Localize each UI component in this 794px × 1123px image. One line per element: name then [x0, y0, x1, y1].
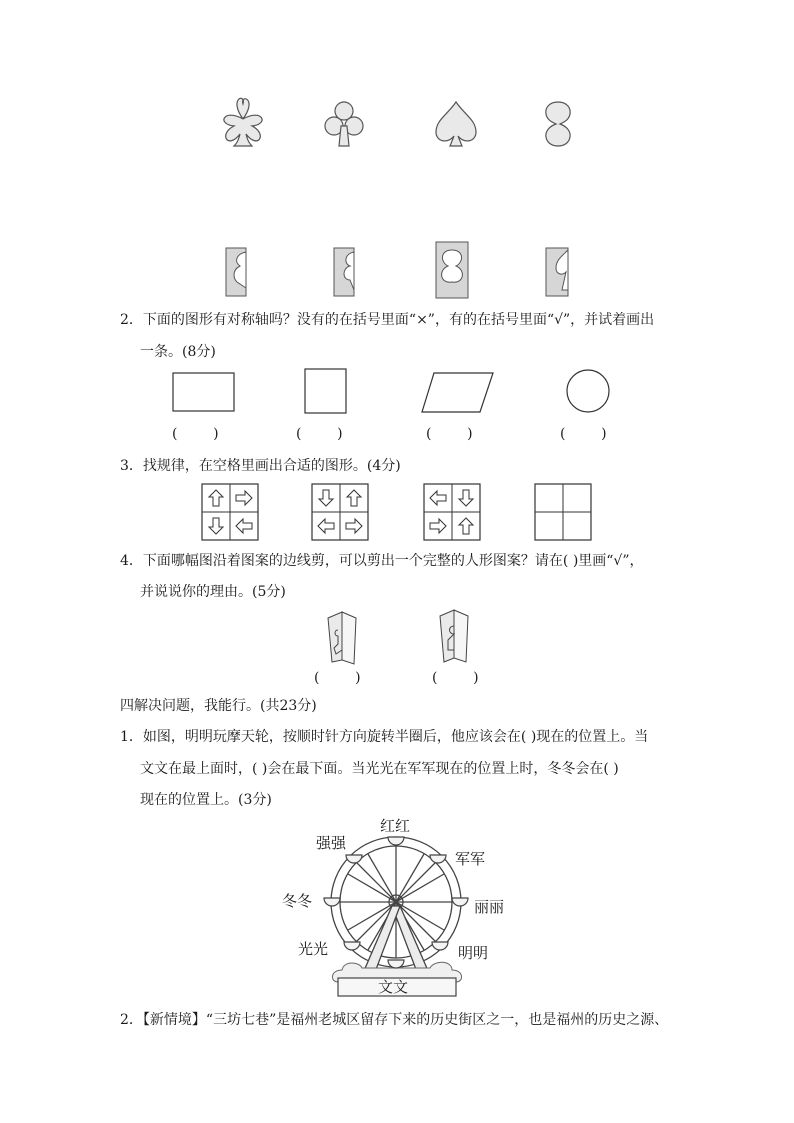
q4-answer-2[interactable]: ( ) — [432, 670, 479, 686]
top-figures — [0, 0, 794, 330]
label-wenwen: 文文 — [378, 978, 409, 996]
parallelogram-shape — [422, 373, 493, 412]
gondola-right — [452, 898, 468, 906]
p1-text-line3: 现在的位置上。(3分) — [140, 792, 272, 808]
half-spade-card — [546, 248, 568, 296]
circle-shape — [567, 370, 609, 412]
half-club-card — [334, 248, 354, 296]
q4-text-line1: 4．下面哪幅图沿着图案的边线剪，可以剪出一个完整的人形图案？请在( )里画“√”， — [120, 553, 644, 569]
half-trefoil-card — [226, 248, 246, 296]
half-trefoil-wide-card — [436, 242, 468, 298]
label-guangguang: 光光 — [298, 940, 329, 958]
gondola-top — [388, 837, 404, 845]
label-lili: 丽丽 — [474, 898, 505, 916]
label-junjun: 军军 — [455, 850, 486, 868]
folded-paper-1 — [328, 612, 356, 664]
q2-answer-3[interactable]: ( ) — [426, 426, 473, 442]
spade-shape — [436, 102, 476, 146]
empty-grid[interactable] — [535, 484, 591, 540]
square-shape — [305, 369, 346, 413]
gondola-top-left — [346, 855, 362, 863]
ferris-wheel — [0, 810, 794, 1000]
q2-answer-1[interactable]: ( ) — [172, 426, 219, 442]
p1-text-line2: 文文在最上面时，( )会在最下面。当光光在军军现在的位置上时，冬冬会在( ) — [140, 761, 619, 777]
q4-text-line2: 并说说你的理由。(5分) — [140, 584, 286, 600]
label-dongdong: 冬冬 — [282, 892, 313, 910]
section4-title: 四解决问题，我能行。(共23分) — [120, 698, 317, 714]
club-shape — [325, 102, 363, 146]
gondola-bottom-left — [344, 942, 360, 950]
q2-answer-4[interactable]: ( ) — [560, 426, 607, 442]
rectangle-shape — [173, 373, 234, 411]
folded-paper-2 — [440, 610, 468, 662]
q2-text-line2: 一条。(8分) — [140, 344, 216, 360]
gondola-bottom-right — [432, 942, 448, 950]
trefoil-shape — [224, 98, 262, 146]
gondola-top-right — [430, 855, 446, 863]
arrow-grid-1 — [202, 484, 258, 540]
arrow-grid-2 — [312, 484, 368, 540]
q2-text-line1: 2．下面的图形有对称轴吗？没有的在括号里面“×”，有的在括号里面“√”，并试着画出 — [120, 312, 655, 328]
q4-folded-papers — [0, 600, 794, 670]
p1-text-line1: 1．如图，明明玩摩天轮，按顺时针方向旋转半圈后，他应该会在( )现在的位置上。当 — [120, 729, 649, 745]
label-honghong: 红红 — [380, 817, 411, 835]
p2-text-line1: 2．【新情境】“三坊七巷”是福州老城区留存下来的历史街区之一，也是福州的历史之源、 — [120, 1012, 669, 1028]
arrow-grid-3 — [424, 484, 480, 540]
gondola-left — [324, 898, 340, 906]
q4-answer-1[interactable]: ( ) — [314, 670, 361, 686]
q2-shapes — [0, 360, 794, 420]
q3-arrow-grids — [0, 480, 794, 544]
label-mingming: 明明 — [458, 944, 489, 962]
label-qiangqiang: 强强 — [316, 834, 347, 852]
gourd-shape — [546, 102, 570, 146]
q2-answer-2[interactable]: ( ) — [296, 426, 343, 442]
q3-text: 3．找规律，在空格里画出合适的图形。(4分) — [120, 458, 401, 474]
